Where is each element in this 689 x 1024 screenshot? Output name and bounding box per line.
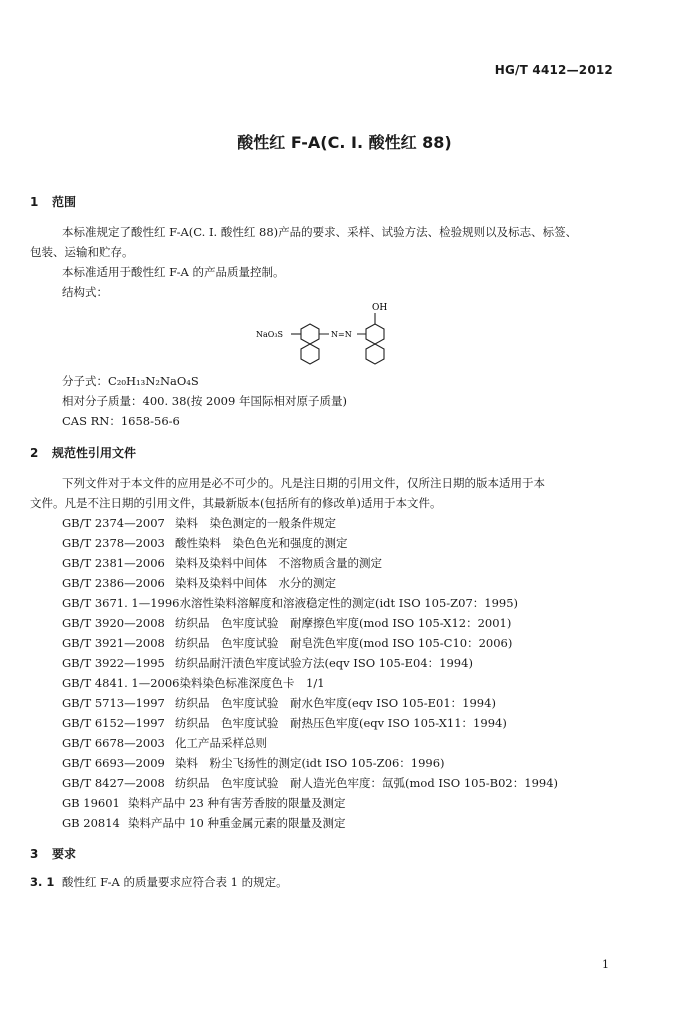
section-2-number: 2 [30, 446, 39, 460]
reference-code: GB/T 6152—1997 [62, 716, 165, 730]
reference-title: 酸性染料 染色色光和强度的测定 [175, 536, 348, 550]
reference-title: 纺织品 色牢度试验 耐水色牢度(eqv ISO 105-E01：1994) [175, 696, 496, 710]
reference-title: 染料产品中 10 种重金属元素的限量及测定 [128, 816, 346, 830]
reference-title: 染料染色标准深度色卡 1/1 [179, 676, 325, 690]
reference-code: GB/T 6678—2003 [62, 736, 165, 750]
reference-item [62, 713, 558, 733]
scope-line-2: 包装、运输和贮存。 [30, 245, 134, 259]
section-3-title: 要求 [52, 847, 77, 861]
standard-code: HG/T 4412—2012 [494, 63, 613, 77]
clause-3-1-text: 酸性红 F-A 的质量要求应符合表 1 的规定。 [62, 875, 288, 889]
reference-code: GB/T 4841. 1—2006 [62, 676, 180, 690]
reference-item [62, 513, 558, 533]
reference-item [62, 613, 558, 633]
sulfonate-group-label: NaO₃S [256, 330, 284, 339]
reference-item [62, 533, 558, 553]
reference-title: 染料及染料中间体 不溶物质含量的测定 [175, 556, 382, 570]
section-2-heading [30, 444, 136, 461]
reference-code: GB 19601 [62, 796, 120, 810]
reference-item [62, 593, 558, 613]
reference-code: GB/T 3920—2008 [62, 616, 165, 630]
right-naphthalene-ring [366, 324, 384, 364]
clause-3-1 [30, 872, 627, 892]
reference-item [62, 693, 558, 713]
reference-item [62, 733, 558, 753]
section-1-heading [30, 193, 76, 210]
reference-title: 染料 染色测定的一般条件规定 [175, 516, 336, 530]
reference-item [62, 773, 558, 793]
molecular-formula: 分子式：C₂₀H₁₃N₂NaO₄S [62, 374, 199, 388]
reference-list [62, 513, 558, 833]
scope-line-1: 本标准规定了酸性红 F-A(C. I. 酸性红 88)产品的要求、采样、试验方法、检验规则以及标志、标签、 [62, 225, 578, 239]
scope-applicability: 本标准适用于酸性红 F-A 的产品质量控制。 [62, 265, 285, 279]
reference-item [62, 653, 558, 673]
reference-code: GB/T 2386—2006 [62, 576, 165, 590]
reference-title: 染料 粉尘飞扬性的测定(idt ISO 105-Z06：1996) [175, 756, 445, 770]
references-intro-line-1: 下列文件对于本文件的应用是必不可少的。凡是注日期的引用文件，仅所注日期的版本适用于本 [62, 476, 545, 490]
structure-label: 结构式： [62, 285, 108, 299]
reference-code: GB/T 2381—2006 [62, 556, 165, 570]
reference-title: 纺织品 色牢度试验 耐皂洗色牢度(mod ISO 105-C10：2006) [175, 636, 513, 650]
reference-code: GB 20814 [62, 816, 120, 830]
reference-title: 纺织品 色牢度试验 耐摩擦色牢度(mod ISO 105-X12：2001) [175, 616, 512, 630]
reference-code: GB/T 3921—2008 [62, 636, 165, 650]
reference-code: GB/T 3922—1995 [62, 656, 165, 670]
reference-title: 染料产品中 23 种有害芳香胺的限量及测定 [128, 796, 346, 810]
section-1-number: 1 [30, 195, 39, 209]
cas-number: CAS RN：1658-56-6 [62, 414, 180, 428]
reference-code: GB/T 5713—1997 [62, 696, 165, 710]
structural-formula [253, 300, 413, 370]
reference-item [62, 573, 558, 593]
reference-code: GB/T 3671. 1—1996 [62, 596, 180, 610]
left-naphthalene-ring [301, 324, 319, 364]
reference-title: 纺织品 色牢度试验 耐热压色牢度(eqv ISO 105-X11：1994) [175, 716, 507, 730]
references-intro-line-2: 文件。凡是不注日期的引用文件，其最新版本(包括所有的修改单)适用于本文件。 [30, 496, 442, 510]
molecular-mass: 相对分子质量：400. 38(按 2009 年国际相对原子质量) [62, 394, 347, 408]
clause-3-1-number: 3. 1 [30, 875, 55, 889]
reference-item [62, 673, 558, 693]
reference-title: 纺织品 色牢度试验 耐人造光色牢度：氙弧(mod ISO 105-B02：1994) [175, 776, 559, 790]
reference-item [62, 813, 558, 833]
page-number: 1 [602, 958, 609, 971]
reference-code: GB/T 2374—2007 [62, 516, 165, 530]
section-1-title: 范围 [52, 195, 77, 209]
reference-title: 水溶性染料溶解度和溶液稳定性的测定(idt ISO 105-Z07：1995) [179, 596, 519, 610]
reference-title: 化工产品采样总则 [175, 736, 267, 750]
section-2-title: 规范性引用文件 [52, 446, 137, 460]
document-title: 酸性红 F-A(C. I. 酸性红 88) [237, 133, 452, 152]
reference-item [62, 553, 558, 573]
reference-title: 染料及染料中间体 水分的测定 [175, 576, 336, 590]
section-3-heading [30, 845, 76, 862]
reference-item [62, 633, 558, 653]
reference-code: GB/T 2378—2003 [62, 536, 165, 550]
azo-group-label: N=N [331, 330, 352, 339]
section-3-number: 3 [30, 847, 39, 861]
reference-item [62, 793, 558, 813]
reference-title: 纺织品耐汗渍色牢度试验方法(eqv ISO 105-E04：1994) [175, 656, 473, 670]
reference-code: GB/T 6693—2009 [62, 756, 165, 770]
reference-item [62, 753, 558, 773]
reference-code: GB/T 8427—2008 [62, 776, 165, 790]
oh-group-label: OH [372, 303, 388, 313]
